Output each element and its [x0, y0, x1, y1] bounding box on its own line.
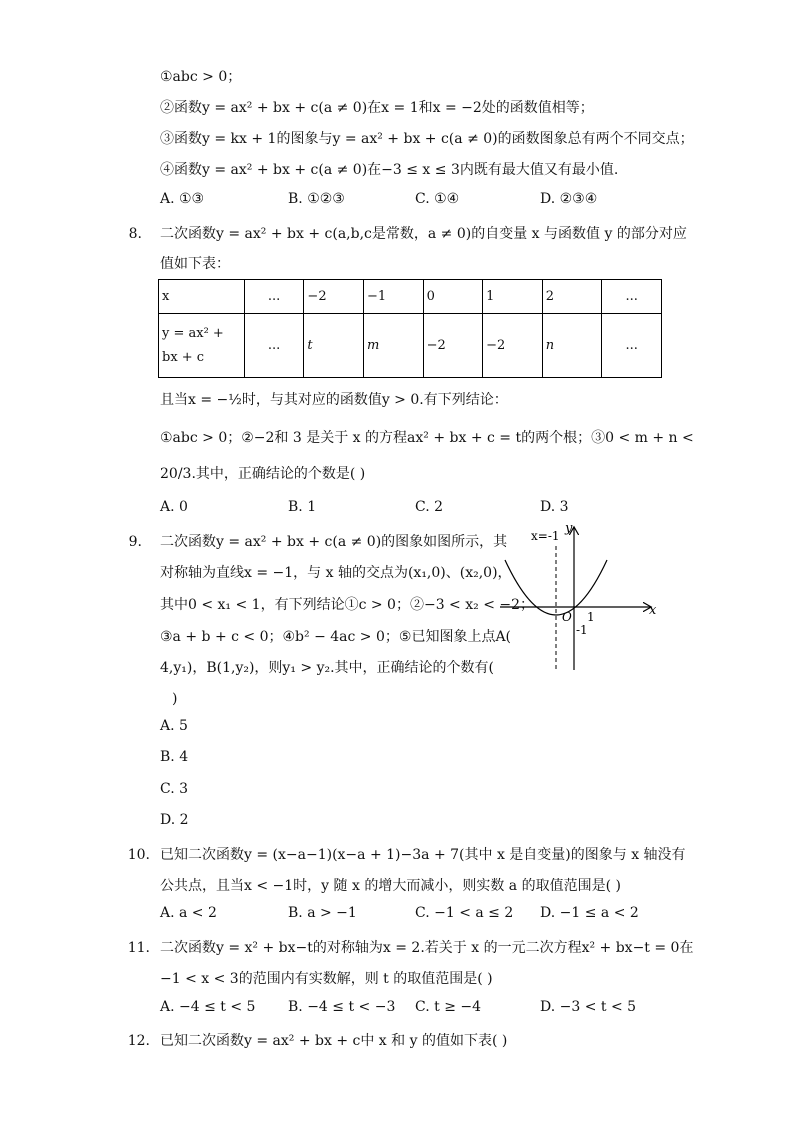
q10-line-2: 公共点，且当x < −1时，y 随 x 的增大而减小，则实数 a 的取值范围是( ) [160, 878, 621, 894]
q9-line-3: 其中0 < x₁ < 1，有下列结论①c > 0；②−3 < x₂ < −2； [160, 597, 535, 613]
table-cell: 0 [423, 280, 483, 314]
q9-option-a[interactable]: A. 5 [160, 718, 188, 734]
q12-number: 12. [127, 1033, 150, 1049]
table-cell: ... [244, 280, 304, 314]
table-cell: m [364, 314, 424, 378]
table-cell: −2 [423, 314, 483, 378]
table-cell: t [304, 314, 364, 378]
q11-option-d[interactable]: D. −3 < t < 5 [540, 999, 637, 1015]
q9-number: 9. [128, 534, 142, 550]
table-cell: 2 [542, 280, 602, 314]
q11-line-2: −1 < x < 3的范围内有实数解，则 t 的取值范围是( ) [160, 971, 493, 987]
q9-option-d[interactable]: D. 2 [160, 812, 189, 828]
q8-condition: 且当x = −½时，与其对应的函数值y > 0.有下列结论： [160, 392, 508, 408]
q10-option-a[interactable]: A. a < 2 [160, 905, 217, 921]
q7-option-c[interactable]: C. ①④ [415, 191, 460, 207]
table-cell: ... [602, 314, 662, 378]
q9-line-2: 对称轴为直线x = −1，与 x 轴的交点为(x₁,0)、(x₂,0)， [160, 565, 512, 581]
q11-option-b[interactable]: B. −4 ≤ t < −3 [288, 999, 396, 1015]
q11-line-1: 二次函数y = x² + bx−t的对称轴为x = 2.若关于 x 的一元二次方程x² + bx−t = 0在 [160, 940, 694, 956]
q8-option-a[interactable]: A. 0 [160, 499, 188, 515]
q9-line-1: 二次函数y = ax² + bx + c(a ≠ 0)的图象如图所示，其 [160, 534, 508, 550]
q8-value-table [158, 279, 662, 378]
q7-statement-2: ②函数y = ax² + bx + c(a ≠ 0)在x = 1和x = −2处的函数值相等； [160, 100, 594, 116]
q9-line-5: 4,y₁)，B(1,y₂)，则y₁ > y₂.其中，正确结论的个数有( [160, 660, 495, 676]
q7-statement-1: ①abc > 0； [160, 69, 242, 85]
origin-label: O [562, 610, 572, 624]
q8-number: 8. [128, 226, 142, 242]
table-cell: ... [602, 280, 662, 314]
table-row [159, 280, 662, 314]
q11-number: 11. [127, 940, 150, 956]
q9-option-b[interactable]: B. 4 [160, 749, 189, 765]
q10-option-c[interactable]: C. −1 < a ≤ 2 [415, 905, 514, 921]
q7-statement-3: ③函数y = kx + 1的图象与y = ax² + bx + c(a ≠ 0)的函数图象总有两个不同交点； [160, 131, 694, 147]
symmetry-label: x=-1 [531, 529, 560, 543]
q10-option-b[interactable]: B. a > −1 [288, 905, 357, 921]
tick-minus-1-label: -1 [576, 623, 588, 637]
q8-option-c[interactable]: C. 2 [415, 499, 444, 515]
table-cell: −2 [304, 280, 364, 314]
q11-option-a[interactable]: A. −4 ≤ t < 5 [160, 999, 256, 1015]
q10-option-d[interactable]: D. −1 ≤ a < 2 [540, 905, 639, 921]
table-cell: y = ax² + bx + c [159, 314, 245, 378]
q10-line-1: 已知二次函数y = (x−a−1)(x−a + 1)−3a + 7(其中 x 是自变量)的图象与 x 轴没有 [160, 847, 686, 863]
q9-option-c[interactable]: C. 3 [160, 781, 189, 797]
q8-option-d[interactable]: D. 3 [540, 499, 569, 515]
q7-option-b[interactable]: B. ①②③ [288, 191, 345, 207]
q7-option-d[interactable]: D. ②③④ [540, 191, 598, 207]
table-cell: ... [244, 314, 304, 378]
x-label: x [649, 603, 657, 618]
q8-stem-1: 二次函数y = ax² + bx + c(a,b,c是常数，a ≠ 0)的自变量 x 与函数值 y 的部分对应 [160, 226, 687, 242]
table-cell: 1 [483, 280, 543, 314]
q8-option-b[interactable]: B. 1 [288, 499, 317, 515]
table-cell: −2 [483, 314, 543, 378]
q8-conclusions-2: 20/3.其中，正确结论的个数是( ) [160, 466, 366, 482]
tick-1-label: 1 [587, 610, 595, 624]
q9-line-4: ③a + b + c < 0；④b² − 4ac > 0；⑤已知图象上点A( [160, 629, 512, 645]
q10-number: 10. [127, 847, 150, 863]
q12-line-1: 已知二次函数y = ax² + bx + c中 x 和 y 的值如下表( ) [160, 1033, 508, 1049]
y-label: y [565, 521, 573, 536]
q9-parabola-graph [495, 518, 665, 673]
q8-stem-2: 值如下表： [160, 256, 230, 272]
q7-statement-4: ④函数y = ax² + bx + c(a ≠ 0)在−3 ≤ x ≤ 3内既有最大值又有最小值. [160, 162, 619, 178]
table-row [159, 314, 662, 378]
q9-line-6: ) [172, 691, 178, 707]
q8-conclusions-1: ①abc > 0；②−2和 3 是关于 x 的方程ax² + bx + c = t的两个根；③0 < m + n < [160, 430, 694, 446]
table-cell: x [159, 280, 245, 314]
q11-option-c[interactable]: C. t ≥ −4 [415, 999, 482, 1015]
table-cell: n [542, 314, 602, 378]
table-cell: −1 [364, 280, 424, 314]
q7-option-a[interactable]: A. ①③ [160, 191, 205, 207]
